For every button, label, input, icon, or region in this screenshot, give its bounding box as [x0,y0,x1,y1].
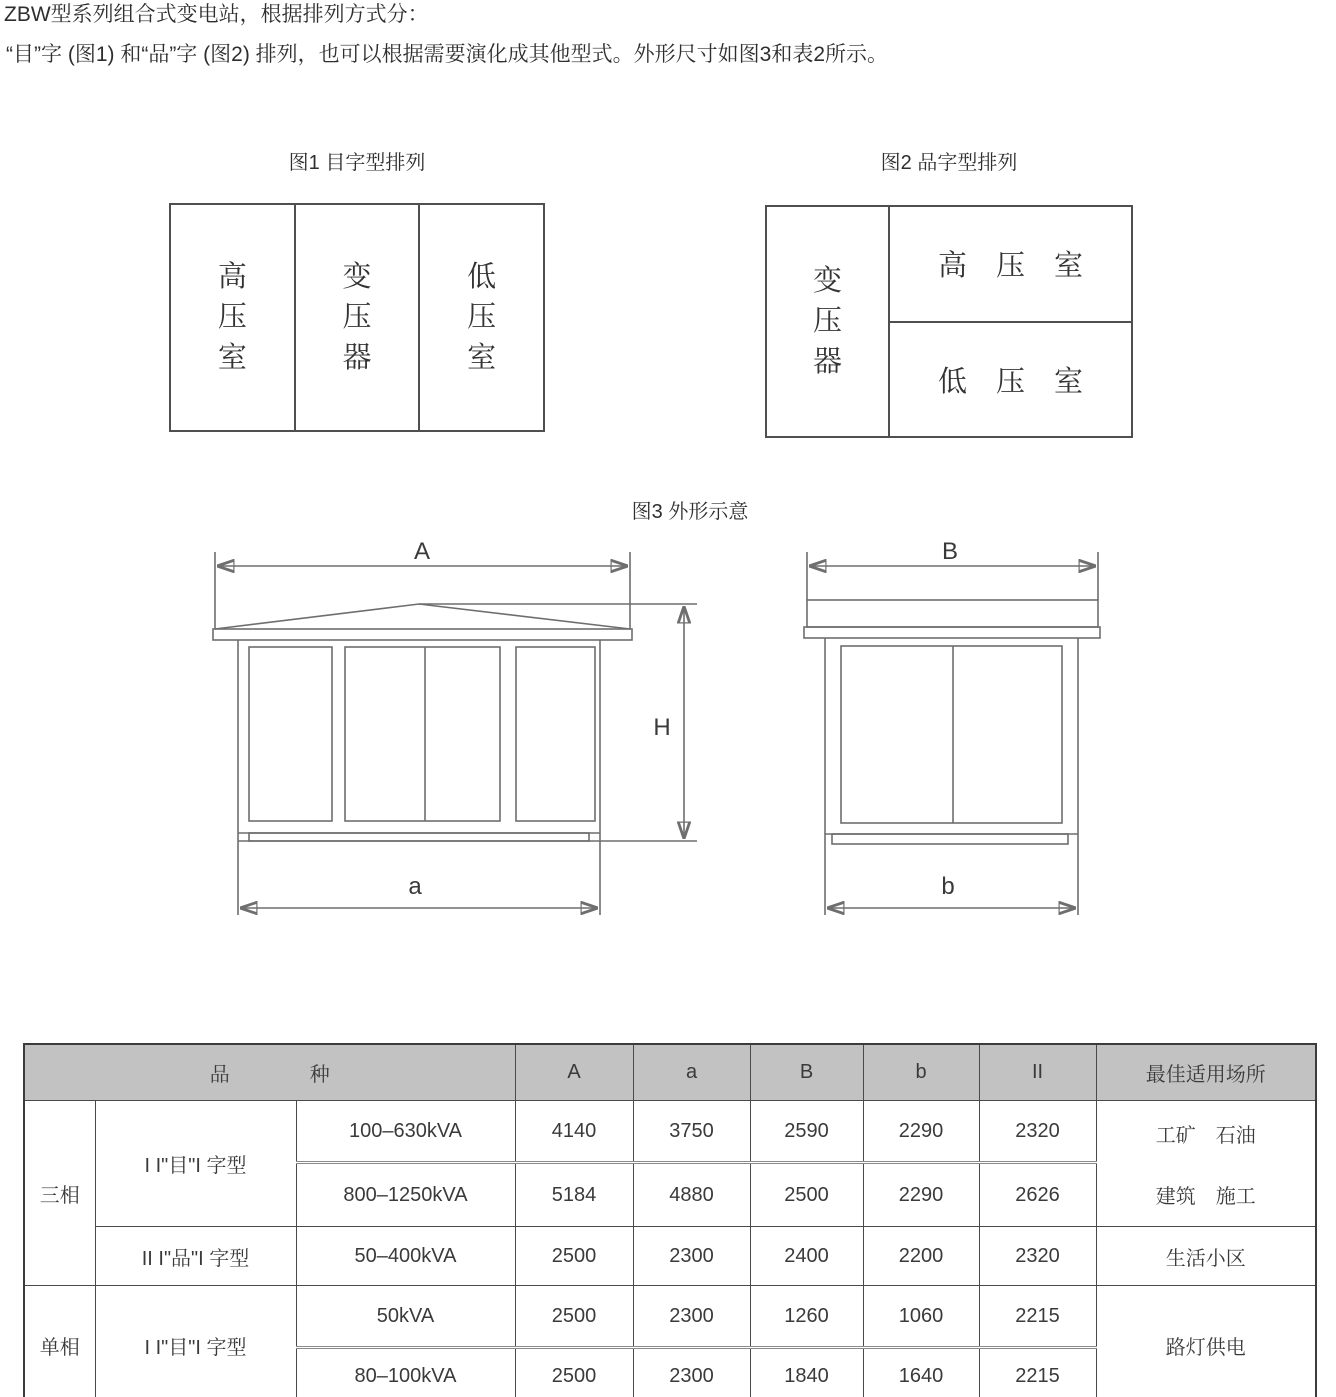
cell-H: 2626 [979,1163,1096,1227]
plinth [832,834,1068,844]
transformer-label: 变压器 [342,261,372,374]
header-site: 最佳适用场所 [1096,1044,1316,1101]
figure3-outline-drawing [180,540,1160,925]
dim-A-label: A [413,540,431,565]
dim-H-label: H [653,714,671,741]
header-dim-B: B [750,1044,863,1101]
door-panel-4 [516,647,595,821]
cell-a: 2300 [633,1348,750,1397]
figure2-cell-transformer [767,207,890,436]
table-row [24,1286,1316,1348]
roof-slope [215,604,630,629]
figure3-front-elevation [213,540,697,915]
figure2-cell-hv-room: 高 压 室 [890,207,1131,323]
cell-type-mu-2: I I"目"I 字型 [95,1286,296,1397]
figure1-cell-transformer [294,205,419,430]
cell-site-industry [1096,1101,1316,1227]
cell-a: 4880 [633,1163,750,1227]
cell-B: 2500 [750,1163,863,1227]
table-header-row [24,1044,1316,1101]
site-two-lines [1097,1103,1316,1225]
cell-b: 2290 [863,1101,979,1163]
header-dim-A: A [515,1044,633,1101]
figure2-title: 图2 品字型排列 [880,152,1018,174]
cell-b: 1060 [863,1286,979,1348]
cell-phase-three: 三相 [24,1101,95,1286]
cell-A: 5184 [515,1163,633,1227]
cell-type-pin: II I"品"I 字型 [95,1227,296,1286]
door-panels [841,646,1062,823]
cell-capacity: 80–100kVA [296,1348,515,1397]
cell-A: 2500 [515,1348,633,1397]
cell-a: 2300 [633,1286,750,1348]
cell-B: 2590 [750,1101,863,1163]
header-dim-H: II [979,1044,1096,1101]
roof-fascia [213,629,632,640]
cell-A: 4140 [515,1101,633,1163]
intro-line-2: “目”字 (图1) 和“品”字 (图2) 排列，也可以根据需要演化成其他型式。外形尺寸如图3和表2所示。 [6,43,888,66]
cell-phase-single: 单相 [24,1286,95,1397]
table-row [24,1227,1316,1286]
hv-room-label: 高压室 [217,261,247,374]
cell-B: 2400 [750,1227,863,1286]
figure2-right-column [890,207,1131,436]
cell-B: 1260 [750,1286,863,1348]
dim-B-label: B [941,540,959,565]
cell-b: 1640 [863,1348,979,1397]
cell-a: 2300 [633,1227,750,1286]
cell-H: 2215 [979,1286,1096,1348]
cell-capacity: 50–400kVA [296,1227,515,1286]
cell-H: 2320 [979,1101,1096,1163]
roof-slab [807,600,1098,627]
figure2-diagram [765,205,1133,438]
figure2-cell-lv-room: 低 压 室 [937,365,1083,398]
dim-b-label: b [941,873,955,900]
cell-type-mu-1: I I"目"I 字型 [95,1101,296,1227]
header-species: 品 种 [24,1044,515,1101]
table-row [24,1101,1316,1163]
header-dim-a: a [633,1044,750,1101]
figure1-diagram [169,203,545,432]
figure3-side-elevation [804,540,1100,915]
cell-b: 2290 [863,1163,979,1227]
cell-capacity: 100–630kVA [296,1101,515,1163]
roof-fascia [804,627,1100,638]
figure3-title: 图3 外形示意 [631,501,749,523]
dim-a-label: a [408,873,422,900]
figure1-cell-hv-room [171,205,294,430]
cell-A: 2500 [515,1227,633,1286]
cell-A: 2500 [515,1286,633,1348]
site-line-2: 建筑 施工 [1155,1185,1256,1208]
intro-line-1: ZBW型系列组合式变电站，根据排列方式分： [4,3,429,26]
door-panel-1 [249,647,332,821]
cell-capacity: 800–1250kVA [296,1163,515,1227]
plinth [249,833,589,841]
figure1-cell-lv-room [418,205,543,430]
cell-site-residential: 生活小区 [1096,1227,1316,1286]
transformer-label: 变压器 [812,265,842,378]
cell-H: 2215 [979,1348,1096,1397]
lv-room-label: 低压室 [467,261,497,374]
cell-capacity: 50kVA [296,1286,515,1348]
cell-site-streetlight: 路灯供电 [1096,1286,1316,1397]
cell-B: 1840 [750,1348,863,1397]
spec-table [23,1043,1317,1397]
door-panel-2-3 [345,647,500,821]
cell-b: 2200 [863,1227,979,1286]
cell-a: 3750 [633,1101,750,1163]
header-dim-b: b [863,1044,979,1101]
site-line-1: 工矿 石油 [1155,1124,1256,1147]
figure1-title: 图1 目字型排列 [288,152,426,174]
cell-H: 2320 [979,1227,1096,1286]
